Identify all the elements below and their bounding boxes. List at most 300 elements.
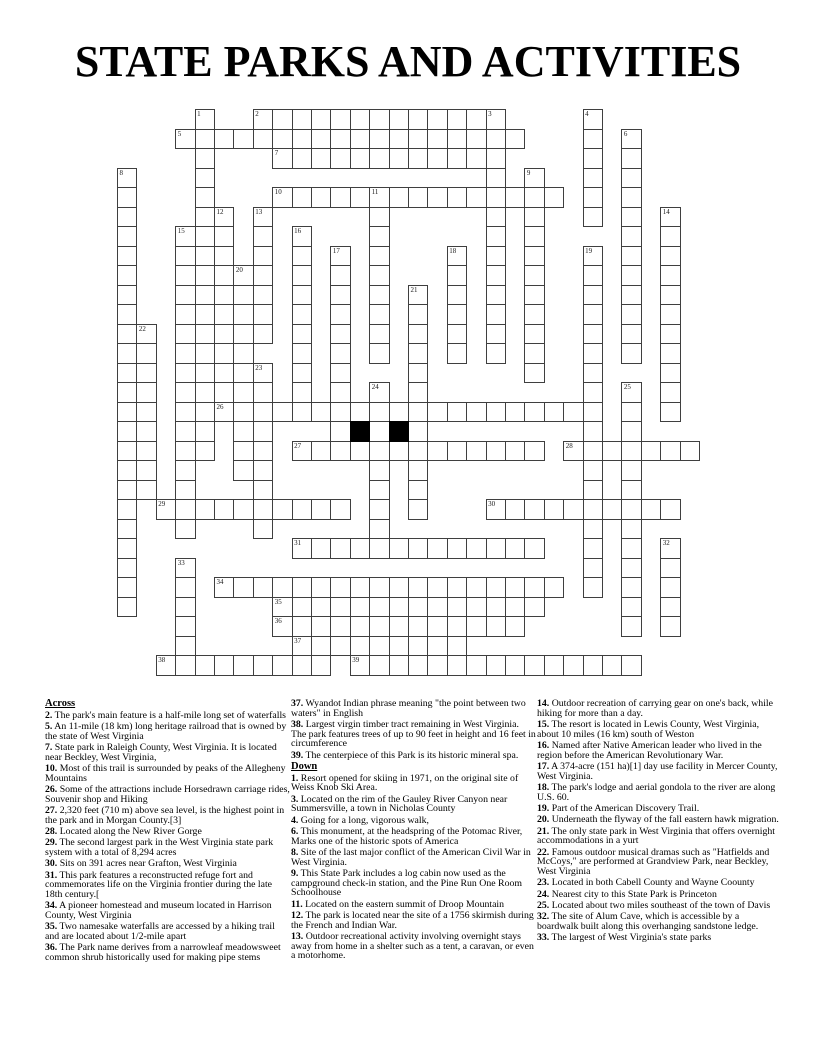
grid-cell <box>486 343 506 364</box>
grid-cell <box>583 402 603 423</box>
clue-item <box>291 848 536 867</box>
grid-cell <box>195 343 215 364</box>
clue-number: 30. <box>45 858 58 870</box>
grid-cell <box>136 402 156 423</box>
grid-cell <box>621 558 641 579</box>
grid-cell <box>583 519 603 540</box>
clue-text: The largest of West Virginia's state parks <box>549 932 712 944</box>
grid-cell <box>117 597 137 618</box>
grid-cell <box>369 187 389 208</box>
grid-cell <box>350 129 370 150</box>
clue-text: This park features a reconstructed refuge fort and commemorates life on the Virginia frontier during the late 18th century.[ <box>45 869 273 900</box>
grid-cell <box>524 265 544 286</box>
grid-cell <box>447 129 467 150</box>
cell-number: 11 <box>371 188 379 196</box>
grid-cell <box>524 363 544 384</box>
clue-item <box>45 871 290 900</box>
grid-cell <box>369 636 389 657</box>
grid-cell <box>117 324 137 345</box>
grid-cell <box>350 538 370 559</box>
grid-cell <box>583 168 603 189</box>
grid-cell <box>253 226 273 247</box>
grid-cell <box>583 187 603 208</box>
cell-number: 21 <box>410 285 418 294</box>
grid-cell <box>621 226 641 247</box>
grid-cell <box>136 441 156 462</box>
grid-cell <box>583 265 603 286</box>
cell-number: 20 <box>235 266 243 274</box>
grid-cell <box>505 129 525 150</box>
grid-cell <box>621 421 641 442</box>
grid-cell <box>175 246 195 267</box>
grid-cell <box>408 597 428 618</box>
grid-cell <box>233 655 253 676</box>
grid-cell <box>486 285 506 306</box>
grid-cell <box>466 597 486 618</box>
grid-cell <box>466 441 486 462</box>
grid-cell <box>156 655 176 676</box>
grid-cell <box>486 538 506 559</box>
grid-cell <box>214 285 234 306</box>
grid-cell-black <box>350 421 370 442</box>
grid-cell <box>175 499 195 520</box>
grid-cell <box>680 441 700 462</box>
clue-item <box>291 699 536 718</box>
clue-item <box>45 785 290 804</box>
grid-cell <box>330 324 350 345</box>
grid-cell <box>117 577 137 598</box>
clue-item <box>537 912 782 931</box>
grid-cell <box>583 382 603 403</box>
grid-cell <box>505 538 525 559</box>
grid-cell <box>524 324 544 345</box>
grid-cell <box>292 655 312 676</box>
grid-cell <box>253 519 273 540</box>
grid-cell <box>524 226 544 247</box>
grid-cell <box>272 577 292 598</box>
grid-cell <box>621 538 641 559</box>
grid-cell <box>466 109 486 130</box>
grid-cell <box>660 304 680 325</box>
grid-cell <box>583 324 603 345</box>
grid-cell <box>621 324 641 345</box>
clue-text: Outdoor recreation of carrying gear on one's back, while hiking for more than a day. <box>537 698 773 719</box>
grid-cell <box>505 402 525 423</box>
grid-cell <box>583 343 603 364</box>
grid-cell <box>195 441 215 462</box>
clue-item <box>45 722 290 741</box>
grid-cell <box>486 168 506 189</box>
grid-cell <box>660 402 680 423</box>
grid-cell <box>117 480 137 501</box>
grid-cell <box>233 499 253 520</box>
grid-cell <box>350 441 370 462</box>
clue-item <box>45 838 290 857</box>
grid-cell <box>195 207 215 228</box>
grid-cell <box>214 499 234 520</box>
grid-cell <box>253 285 273 306</box>
clue-text: Located on the rim of the Gauley River Canyon near Summersville, a town in Nicholas County <box>291 793 508 815</box>
grid-cell <box>195 226 215 247</box>
grid-cell <box>369 304 389 325</box>
grid-cell <box>621 187 641 208</box>
clue-text: The second largest park in the West Virginia state park system with a total of 8,294 acres <box>45 837 274 858</box>
grid-cell <box>117 343 137 364</box>
clue-text: An 11-mile (18 km) long heritage railroad that is owned by the state of West Virginia <box>45 721 287 742</box>
cell-number: 14 <box>662 207 670 216</box>
grid-cell <box>524 538 544 559</box>
grid-cell <box>214 207 234 228</box>
grid-cell <box>195 402 215 423</box>
grid-cell <box>175 285 195 306</box>
grid-cell <box>486 616 506 637</box>
clue-number: 24. <box>537 888 550 900</box>
grid-cell <box>330 597 350 618</box>
grid-cell <box>524 577 544 598</box>
grid-cell <box>369 226 389 247</box>
grid-cell <box>195 109 215 130</box>
grid-cell <box>350 109 370 130</box>
grid-cell <box>389 129 409 150</box>
clue-text: Outdoor recreational activity involving overnight stays away from home in a shelter such as a tent, a caravan, or even a motorhome. <box>291 931 534 962</box>
grid-cell <box>330 148 350 169</box>
grid-cell <box>330 616 350 637</box>
grid-cell <box>583 480 603 501</box>
grid-cell <box>175 265 195 286</box>
grid-cell <box>311 636 331 657</box>
grid-cell <box>408 480 428 501</box>
grid-cell <box>330 343 350 364</box>
grid-cell <box>427 109 447 130</box>
grid-cell <box>330 285 350 306</box>
grid-cell <box>486 226 506 247</box>
grid-cell <box>621 519 641 540</box>
grid-cell <box>563 655 583 676</box>
clue-number: 29. <box>45 837 58 849</box>
grid-cell <box>195 324 215 345</box>
grid-cell <box>272 597 292 618</box>
grid-cell <box>117 441 137 462</box>
grid-cell <box>447 616 467 637</box>
grid-cell <box>544 402 564 423</box>
grid-cell <box>369 246 389 267</box>
grid-cell <box>583 109 603 130</box>
grid-cell <box>389 148 409 169</box>
clue-item <box>45 764 290 783</box>
grid-cell <box>583 207 603 228</box>
grid-cell <box>311 129 331 150</box>
clue-item <box>291 774 536 793</box>
grid-cell <box>621 577 641 598</box>
grid-cell <box>524 207 544 228</box>
grid-cell <box>524 402 544 423</box>
grid-cell <box>621 168 641 189</box>
clue-item <box>291 932 536 961</box>
page-title: STATE PARKS AND ACTIVITIES <box>74 37 742 86</box>
grid-cell <box>195 382 215 403</box>
clue-text: Wyandot Indian phrase meaning "the point between two waters" in English <box>291 698 526 719</box>
grid-cell <box>505 597 525 618</box>
clue-number: 27. <box>45 805 58 816</box>
grid-cell <box>544 655 564 676</box>
cell-number: 27 <box>294 441 302 450</box>
clue-item <box>537 890 782 900</box>
grid-cell <box>583 655 603 676</box>
grid-cell <box>117 168 137 189</box>
grid-cell <box>233 324 253 345</box>
grid-cell <box>311 577 331 598</box>
grid-cell <box>660 597 680 618</box>
grid-cell <box>466 187 486 208</box>
grid-cell <box>175 597 195 618</box>
cell-number: 31 <box>294 539 302 547</box>
clue-number: 20. <box>537 814 550 826</box>
down-header: Down <box>291 761 318 772</box>
grid-cell <box>330 109 350 130</box>
grid-cell <box>621 402 641 423</box>
grid-cell <box>175 519 195 540</box>
grid-cell <box>292 343 312 364</box>
grid-cell <box>524 285 544 306</box>
grid-cell <box>505 577 525 598</box>
grid-cell <box>292 226 312 247</box>
grid-cell <box>583 363 603 384</box>
grid-cell <box>175 226 195 247</box>
grid-cell <box>408 655 428 676</box>
grid-cell <box>524 499 544 520</box>
grid-cell <box>583 148 603 169</box>
clue-text: The centerpiece of this Park is its historic mineral spa. <box>303 749 519 761</box>
grid-cell <box>524 343 544 364</box>
grid-cell <box>544 499 564 520</box>
grid-cell <box>272 616 292 637</box>
grid-cell <box>447 538 467 559</box>
grid-cell <box>621 265 641 286</box>
clue-number: 19. <box>537 803 550 814</box>
grid-cell <box>214 343 234 364</box>
cell-number: 23 <box>255 363 263 372</box>
grid-cell <box>233 577 253 598</box>
grid-cell <box>272 402 292 423</box>
grid-cell <box>486 655 506 676</box>
grid-cell <box>466 129 486 150</box>
grid-cell <box>621 285 641 306</box>
cell-number: 29 <box>158 500 166 508</box>
grid-cell <box>175 616 195 637</box>
grid-cell <box>330 304 350 325</box>
grid-cell <box>156 499 176 520</box>
grid-cell <box>408 636 428 657</box>
grid-cell <box>117 538 137 559</box>
grid-cell <box>175 558 195 579</box>
grid-cell <box>524 304 544 325</box>
grid-cell <box>369 441 389 462</box>
clue-text: The park is located near the site of a 1756 skirmish during the French and Indian War. <box>291 910 534 931</box>
grid-cell <box>369 207 389 228</box>
grid-cell <box>292 304 312 325</box>
grid-cell <box>427 538 447 559</box>
grid-cell <box>544 187 564 208</box>
grid-cell <box>408 285 428 306</box>
grid-cell <box>486 402 506 423</box>
grid-cell <box>117 207 137 228</box>
cell-number: 2 <box>255 110 259 118</box>
clue-text: Largest virgin timber tract remaining in West Virginia. The park features trees of up to 90 feet in height and 16 feet in circumference <box>291 719 536 750</box>
grid-cell <box>524 655 544 676</box>
clue-item <box>291 751 536 761</box>
grid-cell <box>195 285 215 306</box>
clue-item <box>537 901 782 911</box>
grid-cell <box>233 460 253 481</box>
grid-cell <box>233 382 253 403</box>
clue-number: 14. <box>537 698 550 709</box>
clue-item <box>537 741 782 760</box>
clue-number: 8. <box>291 847 299 858</box>
clue-number: 25. <box>537 899 550 911</box>
cell-number: 19 <box>585 246 593 255</box>
grid-cell <box>583 460 603 481</box>
grid-cell <box>175 421 195 442</box>
clue-number: 33. <box>537 932 550 944</box>
grid-cell <box>253 304 273 325</box>
grid-cell <box>389 597 409 618</box>
grid-cell <box>253 363 273 384</box>
grid-cell <box>427 148 447 169</box>
grid-cell <box>524 246 544 267</box>
grid-cell <box>408 382 428 403</box>
clue-number: 11. <box>291 898 303 910</box>
grid-cell <box>136 363 156 384</box>
cell-number: 37 <box>294 636 302 645</box>
grid-cell <box>195 421 215 442</box>
cell-number: 26 <box>216 402 224 411</box>
cell-number: 34 <box>216 578 224 586</box>
grid-cell <box>408 109 428 130</box>
grid-cell <box>117 363 137 384</box>
clue-item <box>537 815 782 825</box>
clue-item <box>291 911 536 930</box>
grid-cell <box>136 343 156 364</box>
grid-cell <box>660 363 680 384</box>
grid-cell <box>369 324 389 345</box>
grid-cell <box>621 441 641 462</box>
grid-cell <box>175 460 195 481</box>
grid-cell <box>292 597 312 618</box>
clue-number: 4. <box>291 814 299 826</box>
grid-cell <box>369 285 389 306</box>
grid-cell <box>330 538 350 559</box>
grid-cell <box>408 363 428 384</box>
grid-cell <box>292 441 312 462</box>
grid-cell <box>466 577 486 598</box>
grid-cell <box>466 402 486 423</box>
clue-number: 32. <box>537 911 550 923</box>
grid-cell <box>447 441 467 462</box>
grid-cell <box>117 402 137 423</box>
clue-text: Some of the attractions include Horsedrawn carriage rides, Souvenir shop and Hiking <box>45 784 290 805</box>
grid-cell <box>195 148 215 169</box>
grid-cell <box>311 187 331 208</box>
grid-cell <box>175 402 195 423</box>
grid-cell <box>311 441 331 462</box>
grid-cell <box>253 402 273 423</box>
grid-cell <box>369 109 389 130</box>
cell-number: 10 <box>274 188 282 196</box>
grid-cell <box>621 129 641 150</box>
clue-text: Located along the New River Gorge <box>57 826 202 837</box>
grid-cell <box>214 577 234 598</box>
clue-text: The park's lodge and aerial gondola to the river are along U.S. 60. <box>537 782 776 803</box>
grid-cell <box>602 499 622 520</box>
clue-text: Nearest city to this State Park is Princeton <box>549 888 717 900</box>
clue-item <box>291 869 536 898</box>
clue-item <box>45 743 290 762</box>
grid-cell <box>330 577 350 598</box>
grid-cell <box>602 655 622 676</box>
grid-cell <box>408 460 428 481</box>
grid-cell <box>175 577 195 598</box>
clue-number: 37. <box>291 698 304 709</box>
grid-cell <box>486 246 506 267</box>
grid-cell <box>233 304 253 325</box>
grid-cell <box>427 577 447 598</box>
clue-item <box>45 901 290 920</box>
clues-column-2 <box>291 699 536 963</box>
grid-cell <box>117 246 137 267</box>
grid-cell <box>117 519 137 540</box>
grid-cell <box>330 499 350 520</box>
grid-cell <box>447 324 467 345</box>
grid-cell <box>233 265 253 286</box>
cell-number: 3 <box>488 110 492 118</box>
grid-cell <box>369 382 389 403</box>
grid-cell <box>195 304 215 325</box>
grid-cell <box>447 402 467 423</box>
grid-cell <box>408 538 428 559</box>
cell-number: 4 <box>585 110 589 118</box>
grid-cell <box>621 148 641 169</box>
cell-number: 12 <box>216 207 224 216</box>
clue-number: 38. <box>291 719 304 730</box>
grid-cell <box>447 655 467 676</box>
grid-cell <box>253 129 273 150</box>
grid-cell <box>389 187 409 208</box>
grid-cell <box>427 187 447 208</box>
grid-cell <box>660 207 680 228</box>
grid-cell <box>214 363 234 384</box>
grid-cell <box>408 324 428 345</box>
clue-text: A pioneer homestead and museum located in Harrison County, West Virginia <box>45 900 272 921</box>
grid-cell <box>583 441 603 462</box>
grid-cell <box>195 246 215 267</box>
grid-cell <box>524 168 544 189</box>
grid-cell <box>350 577 370 598</box>
clue-text: 2,320 feet (710 m) above sea level, is the highest point in the park and in Morgan County.[3] <box>45 805 285 826</box>
grid-cell <box>621 382 641 403</box>
grid-cell <box>292 246 312 267</box>
grid-cell <box>621 480 641 501</box>
grid-cell <box>427 655 447 676</box>
grid-cell <box>272 499 292 520</box>
grid-cell <box>408 187 428 208</box>
grid-cell <box>369 577 389 598</box>
grid-cell <box>117 226 137 247</box>
grid-cell <box>214 265 234 286</box>
grid-cell <box>214 304 234 325</box>
grid-cell <box>330 421 350 442</box>
grid-cell <box>466 616 486 637</box>
grid-cell <box>524 441 544 462</box>
